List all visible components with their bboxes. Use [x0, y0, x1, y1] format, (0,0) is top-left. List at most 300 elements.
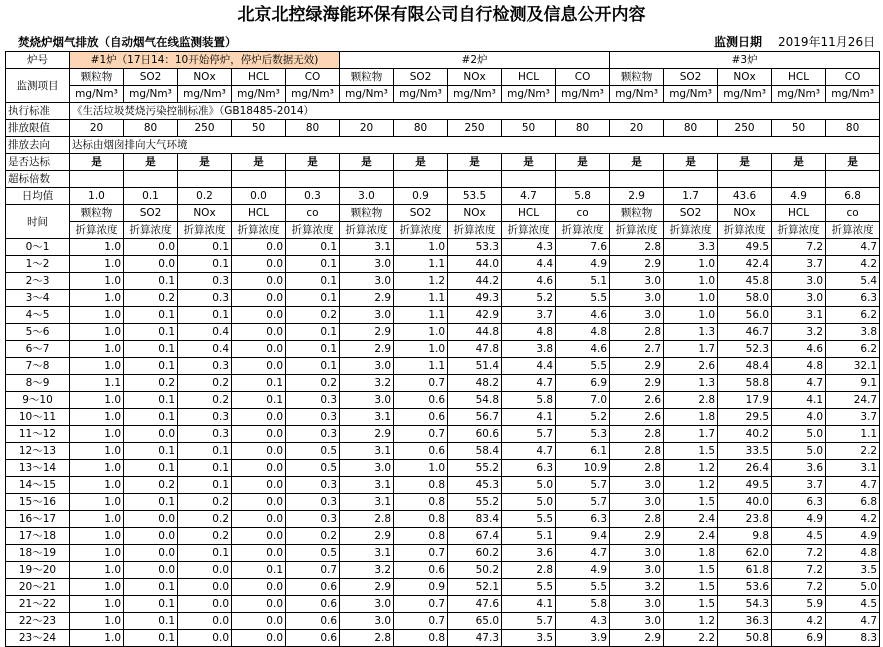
daily-avg-value: 6.8 — [826, 188, 880, 205]
standard-label: 执行标准 — [6, 103, 70, 120]
value-cell: 50.2 — [448, 562, 502, 579]
limit-value: 20 — [340, 120, 394, 137]
destination-value: 达标由烟囱排向大气环境 — [70, 137, 880, 154]
value-cell: 0.1 — [124, 460, 178, 477]
value-cell: 1.0 — [394, 460, 448, 477]
pollutant-header: 颗粒物 — [610, 69, 664, 86]
value-cell: 2.8 — [664, 392, 718, 409]
value-cell: 0.2 — [124, 477, 178, 494]
value-cell: 0.0 — [178, 596, 232, 613]
concentration-label-row — [6, 222, 880, 239]
value-cell: 6.2 — [826, 307, 880, 324]
value-cell: 4.8 — [826, 545, 880, 562]
unit-cell: mg/Nm³ — [70, 86, 124, 103]
value-cell: 48.2 — [448, 375, 502, 392]
value-cell: 4.7 — [772, 375, 826, 392]
value-cell: 0.0 — [178, 613, 232, 630]
value-cell: 1.5 — [664, 494, 718, 511]
pollutant-subheader: co — [556, 205, 610, 222]
value-cell: 0.7 — [394, 545, 448, 562]
value-cell: 0.1 — [178, 545, 232, 562]
value-cell: 1.5 — [664, 596, 718, 613]
daily-avg-value: 3.0 — [340, 188, 394, 205]
value-cell: 4.6 — [556, 307, 610, 324]
value-cell: 3.1 — [340, 477, 394, 494]
time-cell: 18～19 — [6, 545, 70, 562]
daily-avg-value: 0.3 — [286, 188, 340, 205]
unit-cell: mg/Nm³ — [826, 86, 880, 103]
time-cell: 19～20 — [6, 562, 70, 579]
value-cell: 1.3 — [664, 375, 718, 392]
value-cell: 4.6 — [556, 341, 610, 358]
value-cell: 9.4 — [556, 528, 610, 545]
value-cell: 0.0 — [232, 443, 286, 460]
limit-value: 80 — [124, 120, 178, 137]
value-cell: 67.4 — [448, 528, 502, 545]
value-cell: 2.9 — [340, 426, 394, 443]
time-label: 时间 — [6, 205, 70, 239]
value-cell: 0.6 — [286, 579, 340, 596]
value-cell: 0.2 — [178, 375, 232, 392]
value-cell: 3.0 — [340, 392, 394, 409]
value-cell: 10.9 — [556, 460, 610, 477]
value-cell: 0.2 — [178, 511, 232, 528]
value-cell: 0.4 — [178, 324, 232, 341]
daily-avg-value: 0.9 — [394, 188, 448, 205]
value-cell: 1.0 — [70, 613, 124, 630]
concentration-label: 折算浓度 — [178, 222, 232, 239]
time-cell: 10～11 — [6, 409, 70, 426]
value-cell: 3.0 — [610, 494, 664, 511]
value-cell: 52.1 — [448, 579, 502, 596]
value-cell: 1.5 — [664, 562, 718, 579]
value-cell: 17.9 — [718, 392, 772, 409]
value-cell: 0.4 — [178, 341, 232, 358]
value-cell: 0.1 — [286, 358, 340, 375]
time-cell: 9～10 — [6, 392, 70, 409]
value-cell: 3.0 — [340, 613, 394, 630]
value-cell: 0.0 — [232, 613, 286, 630]
concentration-label: 折算浓度 — [502, 222, 556, 239]
value-cell: 42.4 — [718, 256, 772, 273]
value-cell: 0.1 — [124, 596, 178, 613]
time-cell: 12～13 — [6, 443, 70, 460]
exceed-row — [6, 171, 880, 188]
value-cell: 4.7 — [826, 239, 880, 256]
concentration-label: 折算浓度 — [556, 222, 610, 239]
pollutant-header: SO2 — [394, 69, 448, 86]
value-cell: 26.4 — [718, 460, 772, 477]
unit-cell: mg/Nm³ — [448, 86, 502, 103]
value-cell: 4.7 — [502, 443, 556, 460]
compliant-value: 是 — [394, 154, 448, 171]
destination-row — [6, 137, 880, 154]
unit-row — [6, 86, 880, 103]
value-cell: 4.2 — [826, 511, 880, 528]
value-cell: 1.0 — [70, 630, 124, 647]
value-cell: 0.1 — [178, 460, 232, 477]
unit-cell: mg/Nm³ — [232, 86, 286, 103]
pollutant-subheader: co — [826, 205, 880, 222]
value-cell: 3.0 — [610, 307, 664, 324]
value-cell: 2.8 — [340, 511, 394, 528]
value-cell: 3.0 — [610, 613, 664, 630]
pollutant-subheader: NOx — [718, 205, 772, 222]
value-cell: 3.0 — [340, 256, 394, 273]
time-cell: 16～17 — [6, 511, 70, 528]
value-cell: 4.3 — [502, 239, 556, 256]
value-cell: 1.0 — [70, 273, 124, 290]
value-cell: 0.3 — [178, 273, 232, 290]
value-cell: 4.5 — [772, 528, 826, 545]
value-cell: 5.0 — [502, 477, 556, 494]
value-cell: 1.8 — [664, 545, 718, 562]
value-cell: 0.1 — [124, 273, 178, 290]
standard-value: 《生活垃圾焚烧污染控制标准》（GB18485-2014） — [70, 103, 880, 120]
daily-avg-value: 4.7 — [502, 188, 556, 205]
value-cell: 58.4 — [448, 443, 502, 460]
pollutant-subheader: 颗粒物 — [70, 205, 124, 222]
table-row — [6, 477, 880, 494]
time-cell: 2～3 — [6, 273, 70, 290]
unit-cell: mg/Nm³ — [286, 86, 340, 103]
value-cell: 0.5 — [286, 460, 340, 477]
value-cell: 6.2 — [826, 341, 880, 358]
time-cell: 8～9 — [6, 375, 70, 392]
value-cell: 2.8 — [610, 443, 664, 460]
time-cell: 0～1 — [6, 239, 70, 256]
value-cell: 4.8 — [772, 358, 826, 375]
value-cell: 0.0 — [232, 239, 286, 256]
concentration-label: 折算浓度 — [70, 222, 124, 239]
value-cell: 0.0 — [232, 494, 286, 511]
value-cell: 1.0 — [70, 239, 124, 256]
value-cell: 6.3 — [502, 460, 556, 477]
value-cell: 47.3 — [448, 630, 502, 647]
table-row — [6, 341, 880, 358]
value-cell: 5.5 — [556, 358, 610, 375]
value-cell: 0.0 — [124, 528, 178, 545]
value-cell: 0.3 — [178, 409, 232, 426]
value-cell: 0.0 — [178, 630, 232, 647]
value-cell: 61.8 — [718, 562, 772, 579]
value-cell: 0.0 — [232, 426, 286, 443]
exceed-value — [286, 171, 340, 188]
value-cell: 6.3 — [772, 494, 826, 511]
value-cell: 3.0 — [610, 290, 664, 307]
pollutant-header: 颗粒物 — [340, 69, 394, 86]
daily-avg-row — [6, 188, 880, 205]
value-cell: 0.7 — [394, 375, 448, 392]
exceed-label: 超标倍数 — [6, 171, 70, 188]
pollutant-subheader: HCL — [232, 205, 286, 222]
value-cell: 0.1 — [178, 443, 232, 460]
time-cell: 23～24 — [6, 630, 70, 647]
value-cell: 3.5 — [502, 630, 556, 647]
table-row — [6, 273, 880, 290]
value-cell: 5.5 — [556, 579, 610, 596]
value-cell: 3.1 — [340, 545, 394, 562]
value-cell: 0.2 — [178, 392, 232, 409]
pollutant-subheader: 颗粒物 — [340, 205, 394, 222]
value-cell: 2.8 — [610, 239, 664, 256]
value-cell: 2.9 — [610, 358, 664, 375]
value-cell: 5.2 — [556, 409, 610, 426]
value-cell: 83.4 — [448, 511, 502, 528]
daily-avg-value: 5.8 — [556, 188, 610, 205]
value-cell: 49.3 — [448, 290, 502, 307]
pollutant-header: SO2 — [664, 69, 718, 86]
value-cell: 0.0 — [232, 324, 286, 341]
value-cell: 0.7 — [394, 426, 448, 443]
value-cell: 2.8 — [502, 562, 556, 579]
unit-cell: mg/Nm³ — [178, 86, 232, 103]
value-cell: 3.7 — [826, 409, 880, 426]
value-cell: 0.2 — [286, 375, 340, 392]
value-cell: 4.8 — [502, 324, 556, 341]
value-cell: 5.8 — [502, 392, 556, 409]
table-row — [6, 443, 880, 460]
value-cell: 0.0 — [232, 511, 286, 528]
unit-cell: mg/Nm³ — [556, 86, 610, 103]
compliant-value: 是 — [178, 154, 232, 171]
value-cell: 0.1 — [124, 494, 178, 511]
value-cell: 0.0 — [232, 579, 286, 596]
value-cell: 55.2 — [448, 460, 502, 477]
concentration-label: 折算浓度 — [124, 222, 178, 239]
compliant-value: 是 — [718, 154, 772, 171]
time-cell: 13～14 — [6, 460, 70, 477]
value-cell: 6.3 — [556, 511, 610, 528]
table-row — [6, 426, 880, 443]
value-cell: 2.9 — [340, 290, 394, 307]
value-cell: 6.8 — [826, 494, 880, 511]
value-cell: 0.1 — [124, 307, 178, 324]
value-cell: 3.1 — [340, 409, 394, 426]
value-cell: 3.3 — [664, 239, 718, 256]
value-cell: 6.9 — [772, 630, 826, 647]
value-cell: 4.4 — [502, 358, 556, 375]
pollutant-subheader: SO2 — [664, 205, 718, 222]
compliant-row — [6, 154, 880, 171]
value-cell: 0.0 — [232, 256, 286, 273]
value-cell: 2.9 — [340, 528, 394, 545]
value-cell: 7.2 — [772, 545, 826, 562]
value-cell: 3.8 — [826, 324, 880, 341]
value-cell: 2.4 — [664, 511, 718, 528]
time-cell: 17～18 — [6, 528, 70, 545]
value-cell: 0.0 — [232, 409, 286, 426]
concentration-label: 折算浓度 — [826, 222, 880, 239]
time-cell: 14～15 — [6, 477, 70, 494]
value-cell: 5.9 — [772, 596, 826, 613]
limit-value: 50 — [502, 120, 556, 137]
value-cell: 0.8 — [394, 477, 448, 494]
value-cell: 3.2 — [772, 324, 826, 341]
value-cell: 44.0 — [448, 256, 502, 273]
unit-cell: mg/Nm³ — [718, 86, 772, 103]
value-cell: 2.6 — [664, 358, 718, 375]
time-cell: 7～8 — [6, 358, 70, 375]
pollutant-subheader: NOx — [178, 205, 232, 222]
value-cell: 32.1 — [826, 358, 880, 375]
exceed-value — [124, 171, 178, 188]
compliant-value: 是 — [826, 154, 880, 171]
value-cell: 1.0 — [70, 290, 124, 307]
value-cell: 3.1 — [340, 494, 394, 511]
value-cell: 3.7 — [772, 256, 826, 273]
value-cell: 53.6 — [718, 579, 772, 596]
value-cell: 4.6 — [772, 341, 826, 358]
value-cell: 44.2 — [448, 273, 502, 290]
value-cell: 5.7 — [502, 426, 556, 443]
value-cell: 5.1 — [556, 273, 610, 290]
value-cell: 5.1 — [502, 528, 556, 545]
value-cell: 0.1 — [124, 409, 178, 426]
value-cell: 1.2 — [664, 613, 718, 630]
value-cell: 46.7 — [718, 324, 772, 341]
value-cell: 4.7 — [826, 613, 880, 630]
value-cell: 0.0 — [124, 256, 178, 273]
value-cell: 1.0 — [70, 545, 124, 562]
value-cell: 55.2 — [448, 494, 502, 511]
value-cell: 7.2 — [772, 239, 826, 256]
value-cell: 4.9 — [826, 528, 880, 545]
value-cell: 1.1 — [394, 358, 448, 375]
value-cell: 4.6 — [502, 273, 556, 290]
value-cell: 56.0 — [718, 307, 772, 324]
value-cell: 0.0 — [232, 545, 286, 562]
value-cell: 3.0 — [340, 596, 394, 613]
limit-value: 20 — [70, 120, 124, 137]
value-cell: 1.0 — [70, 596, 124, 613]
value-cell: 1.7 — [664, 426, 718, 443]
daily-avg-value: 1.0 — [70, 188, 124, 205]
value-cell: 0.3 — [286, 409, 340, 426]
compliant-value: 是 — [286, 154, 340, 171]
value-cell: 0.3 — [178, 426, 232, 443]
value-cell: 0.7 — [394, 596, 448, 613]
value-cell: 7.2 — [772, 579, 826, 596]
time-cell: 3～4 — [6, 290, 70, 307]
value-cell: 1.0 — [70, 256, 124, 273]
value-cell: 0.8 — [394, 528, 448, 545]
value-cell: 47.6 — [448, 596, 502, 613]
pollutant-header: 颗粒物 — [70, 69, 124, 86]
compliant-value: 是 — [610, 154, 664, 171]
concentration-label: 折算浓度 — [448, 222, 502, 239]
value-cell: 5.5 — [502, 511, 556, 528]
value-cell: 0.0 — [232, 630, 286, 647]
limit-value: 50 — [772, 120, 826, 137]
value-cell: 2.9 — [610, 528, 664, 545]
value-cell: 3.0 — [340, 273, 394, 290]
value-cell: 56.7 — [448, 409, 502, 426]
value-cell: 1.0 — [664, 307, 718, 324]
value-cell: 0.1 — [124, 392, 178, 409]
unit-cell: mg/Nm³ — [502, 86, 556, 103]
value-cell: 0.6 — [394, 409, 448, 426]
concentration-label: 折算浓度 — [340, 222, 394, 239]
table-row — [6, 596, 880, 613]
daily-avg-value: 43.6 — [718, 188, 772, 205]
table-row — [6, 375, 880, 392]
exceed-value — [340, 171, 394, 188]
concentration-label: 折算浓度 — [232, 222, 286, 239]
pollutant-header: NOx — [718, 69, 772, 86]
value-cell: 5.0 — [772, 443, 826, 460]
table-row — [6, 409, 880, 426]
value-cell: 3.7 — [502, 307, 556, 324]
value-cell: 29.5 — [718, 409, 772, 426]
emission-table — [5, 51, 880, 647]
table-row — [6, 307, 880, 324]
pollutant-subheader: HCL — [772, 205, 826, 222]
value-cell: 0.0 — [232, 460, 286, 477]
value-cell: 8.3 — [826, 630, 880, 647]
unit-cell: mg/Nm³ — [124, 86, 178, 103]
value-cell: 1.0 — [70, 477, 124, 494]
value-cell: 4.7 — [502, 375, 556, 392]
value-cell: 0.0 — [232, 341, 286, 358]
limit-value: 250 — [718, 120, 772, 137]
exceed-value — [772, 171, 826, 188]
compliant-value: 是 — [664, 154, 718, 171]
value-cell: 2.7 — [610, 341, 664, 358]
value-cell: 3.5 — [826, 562, 880, 579]
value-cell: 5.5 — [556, 290, 610, 307]
value-cell: 1.0 — [70, 358, 124, 375]
value-cell: 3.1 — [826, 460, 880, 477]
value-cell: 62.0 — [718, 545, 772, 562]
value-cell: 5.5 — [502, 579, 556, 596]
concentration-label: 折算浓度 — [664, 222, 718, 239]
value-cell: 24.7 — [826, 392, 880, 409]
daily-avg-value: 0.0 — [232, 188, 286, 205]
value-cell: 1.1 — [70, 375, 124, 392]
value-cell: 0.1 — [178, 239, 232, 256]
pollutant-header: NOx — [178, 69, 232, 86]
compliant-label: 是否达标 — [6, 154, 70, 171]
unit-cell: mg/Nm³ — [610, 86, 664, 103]
value-cell: 3.0 — [340, 358, 394, 375]
value-cell: 1.0 — [394, 324, 448, 341]
value-cell: 1.0 — [664, 273, 718, 290]
furnace-2-header: #2炉 — [340, 52, 610, 69]
exceed-value — [448, 171, 502, 188]
pollutant-subheader: 颗粒物 — [610, 205, 664, 222]
value-cell: 0.3 — [286, 426, 340, 443]
value-cell: 1.0 — [70, 341, 124, 358]
exceed-value — [718, 171, 772, 188]
time-cell: 22～23 — [6, 613, 70, 630]
value-cell: 3.0 — [610, 596, 664, 613]
value-cell: 4.1 — [502, 409, 556, 426]
value-cell: 40.2 — [718, 426, 772, 443]
concentration-label: 折算浓度 — [394, 222, 448, 239]
standard-row — [6, 103, 880, 120]
limit-value: 250 — [448, 120, 502, 137]
value-cell: 0.1 — [286, 324, 340, 341]
items-label: 监测项目 — [6, 69, 70, 103]
value-cell: 0.2 — [178, 494, 232, 511]
furnace-3-header: #3炉 — [610, 52, 880, 69]
value-cell: 1.5 — [664, 443, 718, 460]
value-cell: 1.0 — [70, 409, 124, 426]
value-cell: 2.9 — [340, 324, 394, 341]
table-body — [6, 52, 880, 647]
value-cell: 4.9 — [556, 256, 610, 273]
